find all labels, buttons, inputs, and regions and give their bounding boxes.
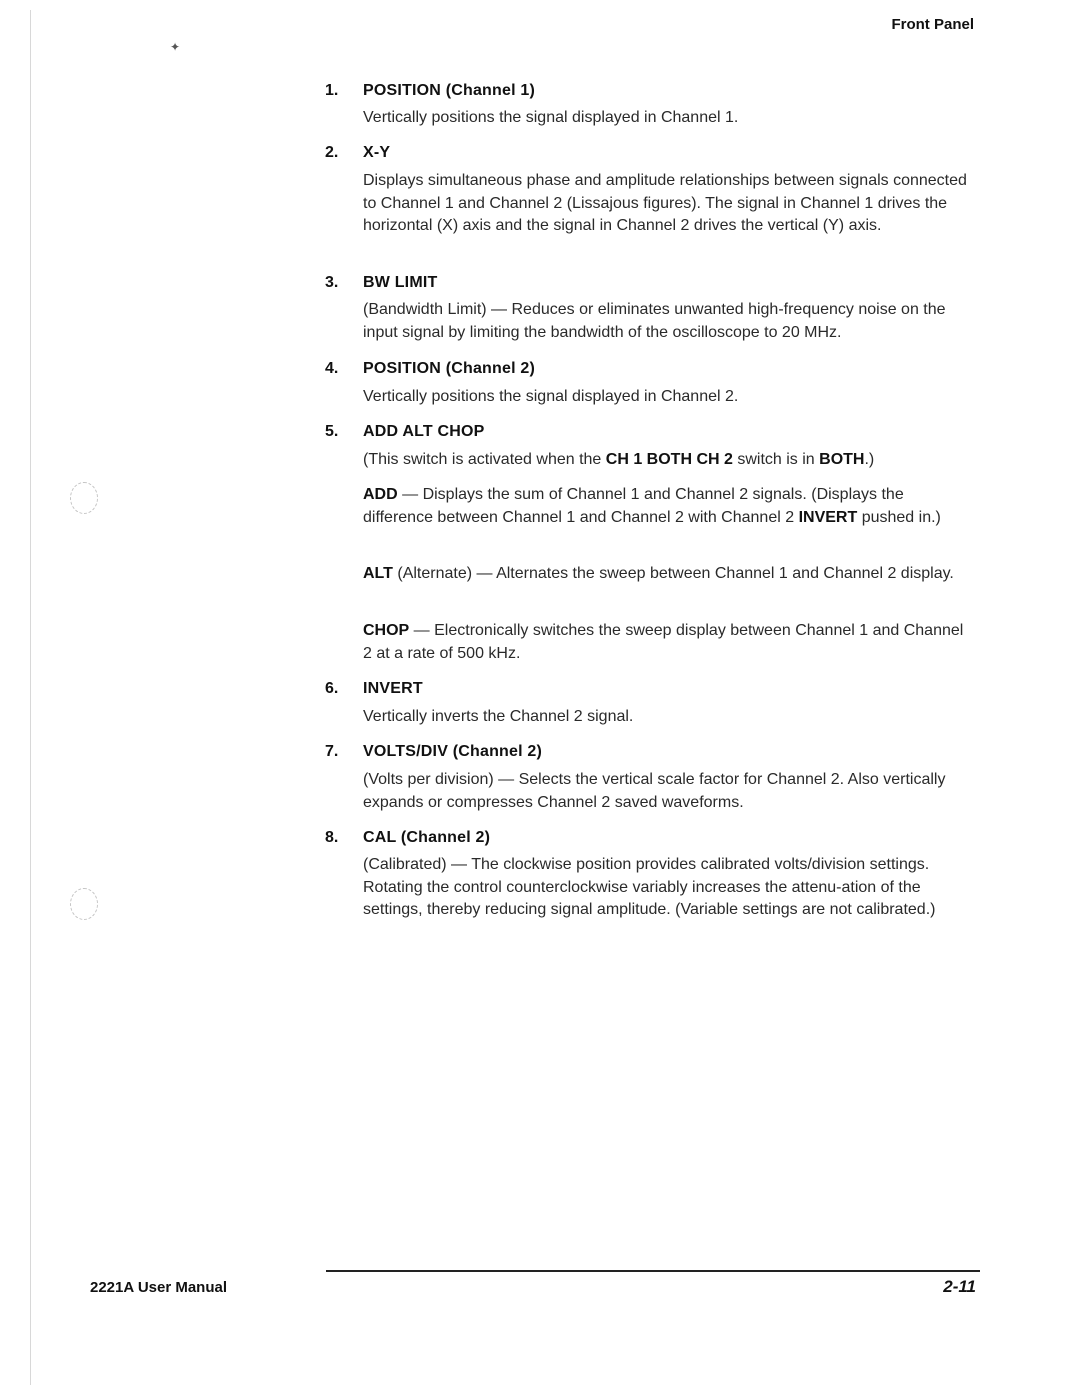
item-title: VOLTS/DIV (Channel 2) [363,743,543,760]
item-title: X-Y [363,144,391,161]
item-title: POSITION (Channel 1) [363,82,536,99]
item-description: Vertically positions the signal displayed in Channel 2. [363,388,739,405]
item-number: 7. [325,743,339,760]
item-number: 2. [325,144,339,161]
item-description: Displays simultaneous phase and amplitude relationships between signals connected to Channel 1 and Channel 2 (Lissajous figures). The signal in Channel 1 drives the horizontal (X) axis and the signal in Channel 2 drives the vertical (Y) axis. [363,172,967,234]
item-number: 1. [325,82,339,99]
item-number: 4. [325,360,339,377]
item-number: 6. [325,680,339,697]
scan-speck-icon: ✦ [170,40,181,54]
item-description: Vertically positions the signal displayed in Channel 1. [363,109,739,126]
manual-title: 2221A User Manual [90,1279,228,1296]
chop-mode-description: CHOP — Electronically switches the sweep display between Channel 1 and Channel 2 at a rate of 500 kHz. [363,622,964,662]
item-description-intro: (This switch is activated when the CH 1 BOTH CH 2 switch is in BOTH.) [363,451,875,468]
item-title: CAL (Channel 2) [363,829,491,846]
item-description: Vertically inverts the Channel 2 signal. [363,708,634,725]
scan-edge-line [30,10,31,1385]
item-description: (Calibrated) — The clockwise position provides calibrated volts/division settings. Rotating the control counterclockwise variably increases the attenu-ation of the settings, thereby reducing signal amplitude. (Variable settings are not calibrated.) [363,856,936,918]
item-title: ADD ALT CHOP [363,423,485,440]
section-header: Front Panel [891,16,974,33]
item-title: BW LIMIT [363,274,438,291]
item-number: 8. [325,829,339,846]
page-number: 2-11 [943,1277,976,1296]
item-description: (Bandwidth Limit) — Reduces or eliminates unwanted high-frequency noise on the input signal by limiting the bandwidth of the oscilloscope to 20 MHz. [363,301,946,341]
item-description: (Volts per division) — Selects the vertical scale factor for Channel 2. Also vertically expands or compresses Channel 2 saved waveforms. [363,771,946,811]
item-number: 3. [325,274,339,291]
binder-hole-icon [70,888,98,920]
item-title: POSITION (Channel 2) [363,360,536,377]
footer-divider [326,1270,980,1272]
alt-mode-description: ALT (Alternate) — Alternates the sweep between Channel 1 and Channel 2 display. [363,565,954,582]
binder-hole-icon [70,482,98,514]
item-title: INVERT [363,680,423,697]
add-mode-description: ADD — Displays the sum of Channel 1 and Channel 2 signals. (Displays the difference between Channel 1 and Channel 2 with Channel 2 INVERT pushed in.) [363,486,941,526]
item-number: 5. [325,423,339,440]
